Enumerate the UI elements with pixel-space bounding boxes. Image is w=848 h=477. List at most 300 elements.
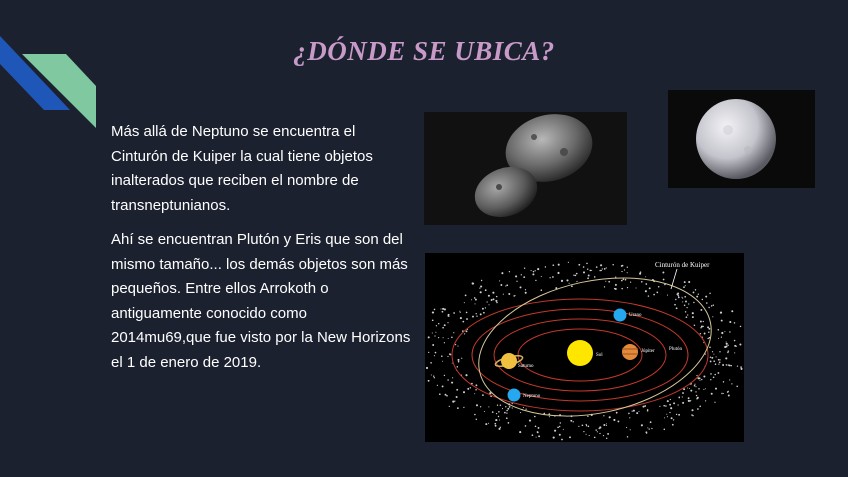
kuiper-belt-dot (466, 318, 468, 320)
kuiper-belt-dot (479, 288, 480, 289)
kuiper-belt-dot (485, 423, 487, 425)
kuiper-belt-dot (685, 311, 686, 312)
kuiper-belt-dot (710, 379, 711, 380)
kuiper-belt-dot (613, 419, 615, 421)
arrokoth-image (424, 112, 627, 225)
kuiper-belt-dot (670, 407, 672, 409)
kuiper-belt-dot (523, 276, 525, 278)
kuiper-belt-dot (645, 431, 647, 433)
kuiper-belt-dot (648, 295, 649, 296)
kuiper-belt-dot (712, 316, 713, 317)
kuiper-belt-dot (500, 404, 501, 405)
kuiper-belt-dot (516, 281, 517, 282)
kuiper-belt-dot (535, 426, 537, 428)
kuiper-belt-dot (721, 336, 722, 337)
kuiper-belt-dot (428, 380, 430, 382)
saturn-label: Saturno (518, 364, 534, 369)
kuiper-belt-dot (474, 393, 475, 394)
kuiper-belt-dot (436, 325, 437, 326)
kuiper-belt-dot (623, 279, 625, 281)
kuiper-belt-dot (702, 299, 703, 300)
sun-label: Sol (596, 353, 603, 358)
kuiper-belt-dot (730, 365, 732, 367)
kuiper-belt-dot (713, 304, 714, 305)
kuiper-belt-dot (532, 434, 534, 436)
kuiper-belt-dot (729, 379, 730, 380)
kuiper-belt-dot (607, 433, 609, 435)
kuiper-belt-dot (553, 437, 555, 439)
kuiper-belt-dot (600, 264, 602, 266)
kuiper-belt-dot (663, 405, 665, 407)
kuiper-belt-dot (724, 331, 725, 332)
kuiper-belt-dot (432, 319, 434, 321)
kuiper-belt-dot (685, 285, 686, 286)
kuiper-belt-dot (709, 293, 710, 294)
kuiper-belt-dot (625, 279, 627, 281)
kuiper-belt-dot (731, 383, 732, 384)
kuiper-belt-dot (431, 374, 432, 375)
kuiper-belt-dot (721, 393, 722, 394)
kuiper-belt-dot (677, 404, 678, 405)
kuiper-belt-dot (678, 297, 680, 299)
kuiper-belt-dot (606, 267, 607, 268)
kuiper-belt-dot (718, 338, 719, 339)
kuiper-belt-dot (583, 266, 585, 268)
kuiper-belt-dot (731, 310, 733, 312)
kuiper-belt-dot (669, 412, 670, 413)
kuiper-belt-dot (428, 336, 430, 338)
kuiper-belt-dot (434, 355, 435, 356)
kuiper-belt-dot (440, 308, 441, 309)
kuiper-belt-dot (616, 412, 618, 414)
kuiper-belt-dot (457, 359, 459, 361)
kuiper-belt-dot (729, 364, 731, 366)
kuiper-belt-dot (734, 322, 736, 324)
kuiper-belt-dot (682, 402, 684, 404)
kuiper-belt-dot (561, 280, 563, 282)
kuiper-belt-dot (575, 275, 577, 277)
kuiper-belt-dot (499, 280, 500, 281)
kuiper-belt-dot (492, 411, 494, 413)
kuiper-belt-dot (636, 287, 637, 288)
kuiper-belt-dot (682, 396, 683, 397)
kuiper-belt-dot (713, 360, 715, 362)
kuiper-belt-dot (549, 277, 550, 278)
kuiper-belt-dot (559, 426, 560, 427)
kuiper-belt-dot (690, 390, 692, 392)
kuiper-belt-dot (612, 264, 613, 265)
kuiper-belt-dot (493, 298, 495, 300)
belt-label: Cinturón de Kuiper (655, 261, 710, 269)
kuiper-belt-dot (536, 437, 537, 438)
kuiper-belt-dot (538, 427, 540, 429)
paragraph-kuiper-belt: Más allá de Neptuno se encuentra el Cinturón de Kuiper la cual tiene objetos inalterados que reciben el nombre de transneptunianos. (111, 123, 373, 214)
kuiper-belt-dot (728, 395, 730, 397)
kuiper-belt-dot (464, 333, 465, 334)
kuiper-belt-dot (739, 343, 741, 345)
kuiper-belt-dot (587, 268, 588, 269)
kuiper-belt-dot (463, 407, 464, 408)
kuiper-belt-dot (534, 416, 536, 418)
kuiper-belt-dot (448, 338, 449, 339)
kuiper-belt-dot (434, 309, 436, 311)
kuiper-belt-dot (713, 376, 715, 378)
kuiper-belt-dot (681, 297, 682, 298)
kuiper-belt-dot (525, 292, 527, 294)
kuiper-belt-dot (474, 414, 476, 416)
kuiper-belt-dot (442, 308, 444, 310)
kuiper-belt-dot (606, 423, 607, 424)
kuiper-belt-dot (632, 410, 633, 411)
kuiper-belt-dot (438, 323, 439, 324)
kuiper-belt-dot (476, 313, 477, 314)
kuiper-belt-dot (678, 414, 680, 416)
kuiper-belt-dot (452, 401, 454, 403)
kuiper-belt-dot (594, 276, 596, 278)
kuiper-belt-dot (480, 285, 482, 287)
kuiper-belt-dot (447, 356, 448, 357)
kuiper-belt-dot (672, 424, 674, 426)
kuiper-belt-dot (649, 428, 650, 429)
kuiper-belt-dot (720, 312, 722, 314)
kuiper-belt-dot (718, 363, 719, 364)
kuiper-belt-dot (485, 289, 487, 291)
kuiper-belt-dot (519, 431, 521, 433)
kuiper-belt-dot (589, 270, 591, 272)
kuiper-belt-dot (630, 282, 631, 283)
kuiper-belt-dot (486, 301, 487, 302)
kuiper-belt-dot (711, 357, 713, 359)
kuiper-belt-dot (507, 408, 509, 410)
kuiper-belt-dot (595, 429, 596, 430)
kuiper-belt-dot (716, 356, 717, 357)
kuiper-belt-dot (587, 277, 589, 279)
kuiper-belt-dot (462, 321, 464, 323)
kuiper-belt-dot (448, 314, 450, 316)
kuiper-belt-dot (589, 435, 590, 436)
kuiper-belt-dot (601, 270, 602, 271)
kuiper-belt-dot (480, 313, 482, 315)
kuiper-belt-dot (586, 434, 587, 435)
kuiper-belt-dot (508, 422, 510, 424)
kuiper-belt-dot (667, 295, 668, 296)
kuiper-belt-dot (498, 428, 500, 430)
kuiper-belt-dot (476, 404, 478, 406)
kuiper-belt-dot (586, 424, 587, 425)
kuiper-belt-dot (699, 380, 700, 381)
kuiper-belt-dot (714, 402, 715, 403)
kuiper-belt-dot (520, 412, 521, 413)
kuiper-belt-dot (453, 312, 455, 314)
kuiper-belt-dot (492, 292, 494, 294)
kuiper-belt-dot (502, 408, 503, 409)
kuiper-belt-dot (460, 312, 461, 313)
kuiper-belt-dot (734, 340, 736, 342)
kuiper-belt-dot (438, 337, 439, 338)
kuiper-belt-dot (718, 359, 720, 361)
kuiper-belt-dot (586, 425, 587, 426)
kuiper-belt-dot (687, 387, 688, 388)
kuiper-belt-dot (695, 289, 696, 290)
kuiper-belt-dot (525, 289, 526, 290)
kuiper-belt-dot (663, 279, 665, 281)
kuiper-belt-dot (711, 393, 713, 395)
kuiper-belt-dot (588, 275, 590, 277)
kuiper-belt-dot (711, 305, 713, 307)
kuiper-belt-dot (722, 364, 724, 366)
kuiper-belt-dot (608, 281, 610, 283)
kuiper-belt-dot (531, 270, 532, 271)
kuiper-belt-dot (495, 419, 497, 421)
jupiter (622, 344, 638, 360)
kuiper-belt-dot (671, 417, 673, 419)
kuiper-belt-dot (503, 294, 504, 295)
kuiper-belt-dot (606, 425, 607, 426)
kuiper-belt-dot (639, 273, 641, 275)
kuiper-belt-dot (442, 361, 443, 362)
kuiper-belt-dot (665, 405, 667, 407)
kuiper-belt-dot (603, 415, 604, 416)
kuiper-belt-dot (694, 324, 696, 326)
eris-planet (696, 99, 776, 179)
kuiper-belt-dot (695, 391, 696, 392)
kuiper-belt-dot (695, 386, 696, 387)
kuiper-belt-dot (602, 268, 603, 269)
kuiper-belt-dot (696, 395, 697, 396)
kuiper-belt-dot (697, 397, 699, 399)
kuiper-belt-dot (578, 426, 579, 427)
kuiper-belt-dot (626, 427, 627, 428)
kuiper-belt-dot (488, 423, 489, 424)
kuiper-belt-dot (535, 270, 536, 271)
sun (567, 340, 593, 366)
kuiper-belt-dot (679, 397, 680, 398)
kuiper-belt-dot (573, 421, 574, 422)
kuiper-belt-dot (705, 400, 706, 401)
kuiper-belt-dot (606, 438, 607, 439)
pluto-label: Plutón (669, 347, 683, 352)
kuiper-belt-dot (457, 407, 459, 409)
kuiper-belt-dot (699, 406, 701, 408)
kuiper-belt-dot (452, 363, 453, 364)
kuiper-belt-dot (717, 372, 719, 374)
kuiper-belt-dot (667, 400, 669, 402)
kuiper-belt-dot (496, 302, 498, 304)
kuiper-belt-dot (615, 284, 617, 286)
kuiper-belt-dot (583, 431, 584, 432)
kuiper-belt-dot (476, 419, 477, 420)
kuiper-belt-dot (448, 316, 449, 317)
kuiper-belt-dot (587, 416, 588, 417)
kuiper-belt-dot (674, 304, 676, 306)
kuiper-belt-dot (676, 307, 678, 309)
kuiper-belt-dot (734, 352, 735, 353)
kuiper-belt-dot (686, 307, 687, 308)
kuiper-belt-dot (698, 388, 700, 390)
kuiper-belt-dot (552, 276, 554, 278)
kuiper-belt-dot (447, 379, 449, 381)
kuiper-belt-dot (560, 422, 561, 423)
kuiper-belt-dot (707, 326, 709, 328)
kuiper-belt-dot (435, 332, 436, 333)
kuiper-belt-dot (465, 374, 467, 376)
kuiper-belt-dot (505, 286, 506, 287)
kuiper-belt-dot (715, 388, 717, 390)
kuiper-belt-dot (594, 437, 596, 439)
kuiper-belt-dot (682, 392, 684, 394)
kuiper-belt-dot (706, 302, 708, 304)
kuiper-belt-dot (669, 404, 671, 406)
kuiper-belt-dot (435, 352, 437, 354)
kuiper-belt-dot (459, 311, 460, 312)
kuiper-belt-dot (673, 402, 675, 404)
kuiper-belt-dot (559, 434, 561, 436)
kuiper-belt-dot (506, 417, 508, 419)
kuiper-belt-dot (708, 331, 710, 333)
kuiper-belt-dot (537, 268, 539, 270)
kuiper-belt-dot (627, 272, 628, 273)
kuiper-belt-dot (495, 300, 497, 302)
kuiper-belt-dot (485, 307, 486, 308)
kuiper-belt-dot (466, 312, 468, 314)
kuiper-belt-dot (498, 411, 500, 413)
kuiper-belt-dot (621, 280, 623, 282)
kuiper-belt-dot (500, 284, 502, 286)
kuiper-belt-dot (537, 431, 539, 433)
kuiper-belt-dot (692, 312, 694, 314)
kuiper-belt-dot (457, 366, 459, 368)
kuiper-belt-dot (474, 303, 475, 304)
kuiper-belt-dot (458, 361, 460, 363)
kuiper-belt-dot (480, 291, 482, 293)
kuiper-belt-dot (481, 280, 482, 281)
kuiper-belt-dot (430, 362, 432, 364)
kuiper-belt-dot (558, 264, 560, 266)
kuiper-belt-dot (472, 316, 474, 318)
kuiper-belt-dot (737, 365, 738, 366)
kuiper-belt-dot (452, 377, 453, 378)
kuiper-belt-dot (561, 439, 563, 441)
kuiper-belt-dot (726, 364, 728, 366)
kuiper-belt-dot (505, 406, 506, 407)
kuiper-belt-dot (466, 330, 468, 332)
kuiper-belt-dot (719, 351, 720, 352)
kuiper-belt-dot (599, 433, 600, 434)
kuiper-belt-dot (444, 375, 445, 376)
kuiper-belt-dot (704, 333, 706, 335)
kuiper-belt-dot (432, 344, 434, 346)
kuiper-belt-dot (641, 281, 643, 283)
kuiper-belt-dot (432, 332, 433, 333)
kuiper-belt-dot (684, 305, 686, 307)
kuiper-belt-dot (471, 299, 472, 300)
kuiper-belt-dot (443, 337, 444, 338)
kuiper-belt-dot (740, 368, 742, 370)
kuiper-belt-dot (670, 399, 671, 400)
kuiper-belt-dot (441, 355, 443, 357)
kuiper-belt-dot (428, 352, 429, 353)
kuiper-belt-dot (633, 410, 635, 412)
kuiper-belt-dot (538, 435, 540, 437)
kuiper-belt-dot (729, 331, 730, 332)
kuiper-belt-dot (698, 294, 699, 295)
kuiper-belt-dot (710, 357, 711, 358)
kuiper-belt-dot (444, 308, 446, 310)
kuiper-belt-dot (667, 416, 668, 417)
kuiper-belt-dot (727, 352, 728, 353)
kuiper-belt-dot (549, 416, 550, 417)
kuiper-belt-dot (694, 384, 695, 385)
neptune-label: Neptuno (523, 394, 541, 399)
kuiper-belt-dot (666, 414, 667, 415)
kuiper-belt-dot (682, 301, 683, 302)
kuiper-belt-dot (683, 286, 685, 288)
kuiper-belt-dot (508, 293, 510, 295)
kuiper-belt-dot (684, 296, 686, 298)
kuiper-belt-dot (653, 294, 655, 296)
kuiper-belt-dot (520, 286, 522, 288)
kuiper-belt-dot (650, 421, 652, 423)
kuiper-belt-dot (689, 400, 691, 402)
kuiper-belt-dot (568, 262, 569, 263)
neptune (508, 389, 521, 402)
kuiper-belt-dot (696, 375, 697, 376)
kuiper-belt-dot (630, 429, 631, 430)
kuiper-belt-dot (688, 303, 689, 304)
kuiper-belt-dot (627, 267, 628, 268)
kuiper-belt-dot (676, 414, 677, 415)
kuiper-belt-dot (467, 388, 469, 390)
kuiper-belt-dot (664, 417, 665, 418)
kuiper-belt-dot (569, 283, 570, 284)
kuiper-belt-dot (523, 407, 524, 408)
kuiper-belt-dot (621, 288, 623, 290)
kuiper-belt-dot (491, 299, 493, 301)
kuiper-belt-dot (470, 387, 471, 388)
kuiper-belt-dot (444, 342, 445, 343)
kuiper-belt-dot (656, 292, 658, 294)
kuiper-belt-dot (708, 307, 709, 308)
kuiper-belt-dot (578, 264, 580, 266)
kuiper-belt-dot (524, 268, 525, 269)
kuiper-belt-dot (697, 408, 699, 410)
kuiper-belt-dot (684, 281, 686, 283)
kuiper-belt-dot (727, 345, 728, 346)
kuiper-belt-dot (740, 366, 742, 368)
kuiper-belt-dot (495, 425, 497, 427)
kuiper-belt-dot (461, 358, 462, 359)
kuiper-belt-dot (482, 394, 484, 396)
kuiper-belt-dot (736, 386, 738, 388)
kuiper-belt-dot (563, 429, 564, 430)
kuiper-belt-dot (700, 333, 701, 334)
kuiper-belt-dot (573, 275, 574, 276)
kuiper-belt-dot (643, 406, 645, 408)
kuiper-belt-dot (557, 426, 559, 428)
kuiper-belt-dot (454, 400, 455, 401)
kuiper-belt-dot (705, 296, 707, 298)
kuiper-belt-dot (673, 419, 674, 420)
kuiper-belt-dot (434, 377, 435, 378)
kuiper-belt-dot (700, 321, 702, 323)
kuiper-belt-dot (442, 385, 444, 387)
kuiper-belt-dot (629, 417, 630, 418)
kuiper-belt-dot (512, 407, 513, 408)
kuiper-belt-dot (736, 346, 737, 347)
kuiper-belt-dot (504, 412, 506, 414)
kuiper-belt-dot (701, 379, 702, 380)
kuiper-belt-dot (449, 406, 450, 407)
